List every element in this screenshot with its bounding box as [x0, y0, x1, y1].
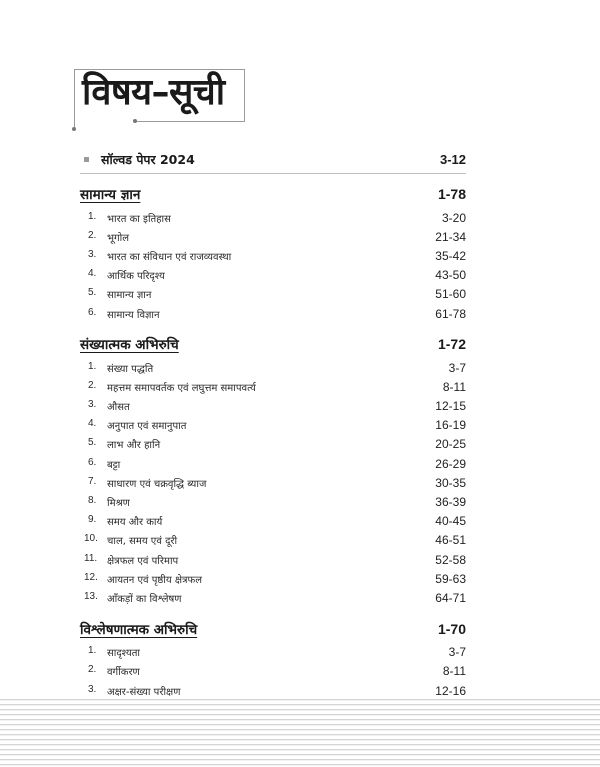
item-number: 6.	[88, 456, 97, 468]
item-pages: 36-39	[435, 495, 466, 510]
item-label: लाभ और हानि	[107, 440, 161, 452]
item-number: 2.	[88, 379, 97, 391]
title-frame-dot	[72, 127, 76, 131]
item-number: 1.	[88, 360, 97, 372]
item-label: बट्टा	[107, 459, 121, 471]
section-pages: 1-78	[437, 186, 466, 202]
item-number: 4.	[88, 268, 97, 280]
item-label: भारत का संविधान एवं राजव्यवस्था	[107, 251, 232, 263]
item-pages: 46-51	[435, 533, 466, 548]
item-label: अक्षर-संख्या परीक्षण	[107, 686, 181, 698]
item-number: 10.	[84, 533, 98, 545]
item-number: 3.	[88, 399, 97, 411]
decorative-stripes	[0, 699, 600, 767]
item-number: 2.	[88, 229, 97, 241]
item-label: मिश्रण	[107, 498, 130, 510]
item-number: 3.	[88, 683, 97, 695]
toc-item[interactable]	[80, 435, 466, 454]
toc-section-quantitative-aptitude	[80, 333, 466, 607]
table-of-contents	[80, 148, 466, 749]
item-number: 1.	[88, 210, 97, 222]
item-number: 1.	[88, 645, 97, 657]
toc-item[interactable]	[80, 681, 466, 700]
section-heading[interactable]	[80, 183, 466, 205]
item-number: 5.	[88, 437, 97, 449]
section-pages: 1-70	[437, 620, 466, 637]
section-title: सामान्य ज्ञान	[80, 187, 141, 203]
toc-item[interactable]	[80, 208, 466, 227]
toc-item[interactable]	[80, 227, 466, 246]
toc-item[interactable]	[80, 454, 466, 473]
toc-item[interactable]	[80, 588, 466, 607]
item-label: सामान्य ज्ञान	[107, 290, 152, 302]
item-pages: 12-15	[435, 399, 466, 414]
item-label: आँकड़ों का विश्लेषण	[107, 593, 182, 605]
item-number: 6.	[88, 306, 97, 318]
item-label: औसत	[107, 402, 130, 414]
item-label: सामान्य विज्ञान	[107, 309, 160, 321]
solved-paper-pages: 3-12	[439, 151, 466, 167]
item-pages: 64-71	[435, 590, 466, 605]
toc-entry-solved-paper[interactable]	[80, 148, 466, 174]
section-title: विश्लेषणात्मक अभिरुचि	[80, 621, 198, 638]
title-frame-dot	[133, 119, 137, 123]
toc-item[interactable]	[80, 550, 466, 569]
item-label: क्षेत्रफल एवं परिमाप	[107, 555, 179, 567]
item-label: साधारण एवं चक्रवृद्धि ब्याज	[107, 478, 207, 490]
toc-item[interactable]	[80, 531, 466, 550]
item-pages: 61-78	[435, 306, 466, 321]
toc-item[interactable]	[80, 662, 466, 681]
item-pages: 26-29	[435, 456, 466, 471]
toc-section-general-knowledge	[80, 183, 466, 323]
toc-item[interactable]	[80, 416, 466, 435]
toc-item[interactable]	[80, 512, 466, 531]
item-number: 9.	[88, 514, 97, 526]
item-pages: 3-7	[448, 360, 466, 375]
item-pages: 30-35	[435, 475, 466, 490]
toc-item[interactable]	[80, 643, 466, 662]
item-pages: 43-50	[435, 268, 466, 283]
section-pages: 1-72	[437, 336, 466, 353]
item-label: महत्तम समापवर्तक एवं लघुत्तम समापवर्त्य	[107, 382, 256, 394]
toc-item[interactable]	[80, 285, 466, 304]
item-number: 8.	[88, 495, 97, 507]
item-label: आर्थिक परिदृश्य	[107, 271, 165, 283]
item-pages: 35-42	[435, 248, 466, 263]
item-pages: 3-7	[448, 645, 466, 660]
solved-paper-label: सॉल्वड पेपर 2024	[101, 151, 195, 167]
toc-item[interactable]	[80, 473, 466, 492]
item-pages: 59-63	[435, 571, 466, 586]
item-number: 11.	[84, 552, 98, 564]
item-pages: 20-25	[435, 437, 466, 452]
item-pages: 8-11	[442, 664, 466, 679]
section-heading[interactable]	[80, 618, 466, 640]
page-title: विषय–सूची	[82, 72, 225, 113]
item-number: 3.	[88, 248, 97, 260]
item-pages: 16-19	[435, 418, 466, 433]
item-label: सादृश्यता	[107, 648, 140, 660]
item-number: 13.	[84, 590, 98, 602]
item-label: वर्गीकरण	[107, 667, 140, 679]
item-pages: 3-20	[441, 210, 466, 225]
item-number: 5.	[88, 287, 97, 299]
item-number: 7.	[88, 475, 97, 487]
section-heading[interactable]	[80, 333, 466, 355]
item-pages: 21-34	[435, 229, 466, 244]
item-label: अनुपात एवं समानुपात	[107, 421, 187, 433]
item-number: 4.	[88, 418, 97, 430]
square-bullet-icon	[84, 157, 89, 162]
item-label: संख्या पद्धति	[107, 363, 154, 375]
toc-item[interactable]	[80, 377, 466, 396]
toc-item[interactable]	[80, 246, 466, 265]
item-label: भारत का इतिहास	[107, 213, 171, 225]
section-title: संख्यात्मक अभिरुचि	[80, 337, 179, 354]
item-label: चाल, समय एवं दूरी	[107, 536, 178, 548]
item-pages: 52-58	[435, 552, 466, 567]
toc-item[interactable]	[80, 266, 466, 285]
toc-item[interactable]	[80, 492, 466, 511]
item-pages: 12-16	[435, 683, 466, 698]
toc-item[interactable]	[80, 397, 466, 416]
toc-item[interactable]	[80, 358, 466, 377]
toc-item[interactable]	[80, 569, 466, 588]
toc-item[interactable]	[80, 304, 466, 323]
item-pages: 51-60	[435, 287, 466, 302]
item-pages: 8-11	[442, 379, 466, 394]
item-number: 12.	[84, 571, 98, 583]
item-label: आयतन एवं पृष्ठीय क्षेत्रफल	[107, 574, 203, 586]
title-frame-left-line	[74, 69, 75, 129]
item-number: 2.	[88, 664, 97, 676]
item-pages: 40-45	[435, 514, 466, 529]
item-label: समय और कार्य	[107, 517, 163, 529]
title-frame-bottom-line	[135, 121, 245, 122]
item-label: भूगोल	[107, 232, 130, 244]
